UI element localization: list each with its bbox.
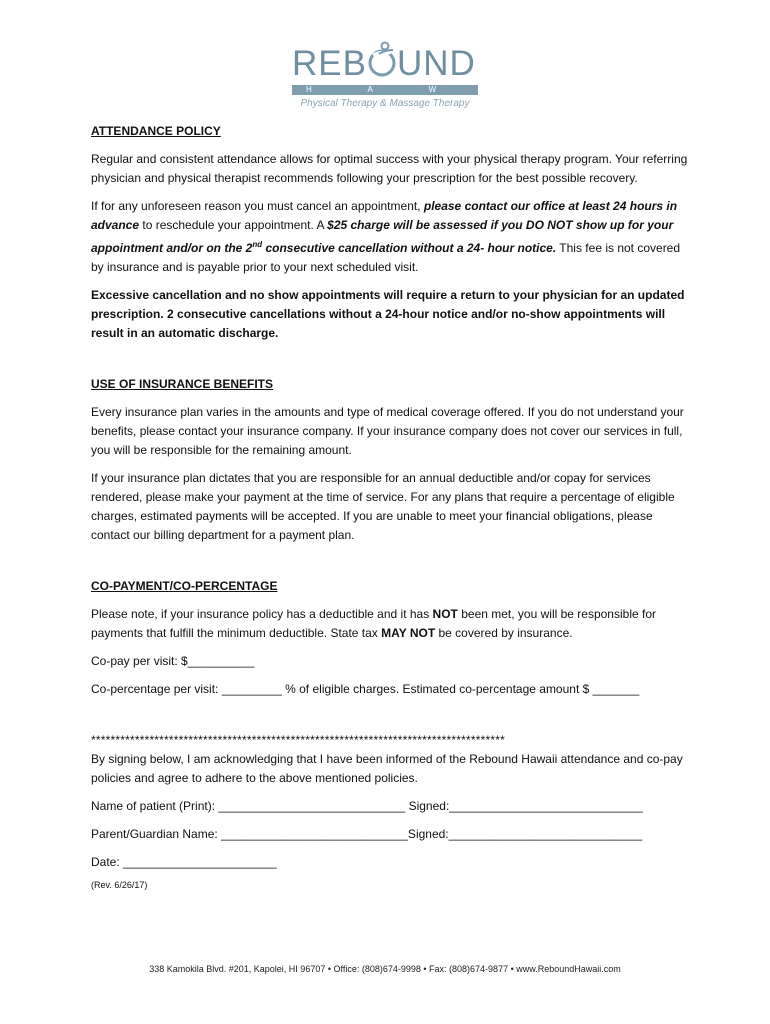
logo-wordmark (292, 44, 478, 84)
emphasis-run: consecutive cancellation without a 24- hour notice. (262, 241, 557, 255)
text-run: Please note, if your insurance policy has a deductible and it has (91, 607, 433, 621)
insurance-heading: USE OF INSURANCE BENEFITS (91, 377, 274, 391)
separator-stars: ************************************************************************************* (91, 733, 505, 747)
attendance-heading: ATTENDANCE POLICY (91, 124, 221, 138)
date-field[interactable]: Date: _______________________ (91, 855, 277, 869)
footer-contact: 338 Kamokila Blvd. #201, Kapolei, HI 96707 • Office: (808)674-9998 • Fax: (808)674-9877 • www.ReboundHawaii.com (149, 964, 621, 974)
policy-content (91, 122, 691, 891)
text-run: to reschedule your appointment. A (139, 218, 328, 232)
emphasis-run: $25 charge will be assessed if you DO NOT show up for your appointment and/or on the 2 (91, 218, 674, 255)
copercentage-field[interactable]: Co-percentage per visit: _________ % of eligible charges. Estimated co-percentage amount $ _______ (91, 682, 640, 696)
logo-subbrand-bar: H A W A I I (292, 85, 478, 95)
revision-note: (Rev. 6/26/17) (91, 880, 148, 890)
copay-per-visit-field[interactable]: Co-pay per visit: $__________ (91, 654, 255, 668)
emphasis-run: please contact our office at least 24 hours in advance (91, 199, 678, 232)
rebound-logo (292, 44, 641, 116)
logo-word-right: UND (396, 44, 476, 83)
text-run: If for any unforeseen reason you must cancel an appointment, (91, 199, 424, 213)
guardian-signature-field[interactable]: Parent/Guardian Name: ____________________________Signed:_____________________________ (91, 827, 643, 841)
logo-tagline: Physical Therapy & Massage Therapy (300, 98, 470, 109)
running-figure-icon (367, 49, 397, 77)
attendance-paragraph-2 (91, 197, 691, 277)
logo-word-left: REB (292, 44, 367, 83)
insurance-paragraph-2: If your insurance plan dictates that you are responsible for an annual deductible and/or copay for services rendered, please make your payment at the time of service. For any plans that require a percentage of eligible charges, estimated payments will be accepted. If you are unable to meet your financial obligations, please contact our billing department for a payment plan. (91, 471, 675, 542)
emphasis-run: NOT (432, 607, 458, 621)
copay-paragraph (91, 605, 691, 643)
text-run: This fee is not covered by insurance and is payable prior to your next scheduled visit. (91, 241, 681, 274)
text-run: been met, you will be responsible for payments that fulfill the minimum deductible. State tax (91, 607, 656, 640)
superscript: nd (252, 240, 263, 249)
copay-heading: CO-PAYMENT/CO-PERCENTAGE (91, 579, 278, 593)
emphasis-run: MAY NOT (381, 626, 436, 640)
attendance-paragraph-3: Excessive cancellation and no show appointments will require a return to your physician for an updated prescription. 2 consecutive cancellations without a 24-hour notice and/or no-show appointments will result in an automatic discharge. (91, 288, 685, 340)
acknowledgement-paragraph: By signing below, I am acknowledging that I have been informed of the Rebound Hawaii attendance and co-pay policies and agree to adhere to the above mentioned policies. (91, 752, 683, 785)
insurance-paragraph-1: Every insurance plan varies in the amounts and type of medical coverage offered. If you do not understand your benefits, please contact your insurance company. If your insurance company does not cover our services in full, you will be responsible for the remaining amount. (91, 405, 684, 457)
patient-signature-field[interactable]: Name of patient (Print): ____________________________ Signed:_____________________________ (91, 799, 643, 813)
attendance-paragraph-1: Regular and consistent attendance allows for optimal success with your physical therapy program. Your referring physician and physical therapist recommends following your prescription for the best possible recovery. (91, 152, 688, 185)
text-run: be covered by insurance. (435, 626, 573, 640)
